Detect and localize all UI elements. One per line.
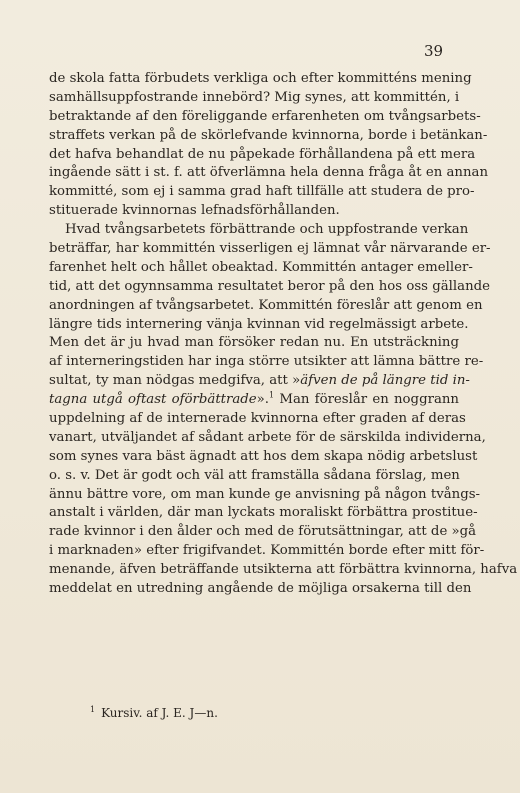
text-line: sultat, ty man nödgas medgifva, att »äfven de på längre tid in- <box>49 373 470 389</box>
text-line: ännu bättre vore, om man kunde ge anvisning på någon tvångs- <box>49 486 481 502</box>
text-line: längre tids internering vänja kvinnan vid regelmässigt arbete. <box>49 316 469 332</box>
text-line: uppdelning af de internerade kvinnorna efter graden af deras <box>49 411 466 427</box>
text-line: de skola fatta förbudets verkliga och efter kommitténs mening <box>49 71 472 86</box>
text-line: beträffar, har kommittén visserligen ej lämnat vår närvarande er- <box>49 241 491 257</box>
paragraph-start-line: Hvad tvångsarbetets förbättrande och uppfostrande verkan <box>65 222 469 238</box>
text-line: det hafva behandlat de nu påpekade förhållandena på ett mera <box>49 146 476 162</box>
text-line: o. s. v. Det är godt och väl att framställa sådana förslag, men <box>49 467 460 483</box>
page-number: 39 <box>424 42 444 60</box>
footnote-marker: 1 <box>90 705 96 714</box>
text-line: samhällsuppfostrande innebörd? Mig synes, att kommittén, i <box>49 89 460 105</box>
text-line: meddelat en utredning angående de möjliga orsakerna till den <box>49 581 472 597</box>
text-line: anordningen af tvångsarbetet. Kommittén föreslår att genom en <box>49 297 483 313</box>
italic-quote: tagna utgå oftast oförbättrade <box>49 392 257 408</box>
footnote-reference: 1 <box>269 390 275 400</box>
text-line: menande, äfven beträffande utsikterna att förbättra kvinnorna, hafva <box>49 562 518 578</box>
text-line: af interneringstiden har inga större utsikter att lämna bättre re- <box>49 354 484 370</box>
text-line: rade kvinnor i den ålder och med de förutsättningar, att de »gå <box>49 524 477 540</box>
text-line: Men det är ju hvad man försöker redan nu. En utsträckning <box>49 335 459 351</box>
footnote-text: Kursiv. af J. E. J—n. <box>101 706 218 720</box>
text-line: betraktande af den föreliggande erfarenheten om tvångsarbets- <box>49 108 481 124</box>
text-line: straffets verkan på de skörlefvande kvinnorna, borde i betänkan- <box>49 127 488 143</box>
text-line: ingående sätt i st. f. att öfverlämna hela denna fråga åt en annan <box>49 165 489 181</box>
text-line: tagna utgå oftast oförbättrade».$^1$ Man föreslår en noggrann <box>49 390 459 408</box>
text-line: tid, att det ogynnsamma resultatet beror på den hos oss gällande <box>49 278 491 294</box>
text-line: vanart, utväljandet af sådant arbete för de särskilda individerna, <box>49 429 486 445</box>
paragraph-end-line: stituerade kvinnornas lefnadsförhållanden. <box>49 203 340 219</box>
text-line: farenhet helt och hållet obeaktad. Kommittén antager emeller- <box>49 259 473 275</box>
text-line: i marknaden» efter frigifvandet. Kommittén borde efter mitt för- <box>49 543 485 559</box>
text-line: kommitté, som ej i samma grad haft tillfälle att studera de pro- <box>49 184 475 200</box>
text-line: som synes vara bäst ägnadt att hos dem skapa nödig arbetslust <box>49 448 478 464</box>
footnote <box>90 705 218 720</box>
body-text <box>49 70 518 599</box>
text-line: anstalt i världen, där man lyckats moraliskt förbättra prostitue- <box>49 505 478 521</box>
italic-quote: äfven de på längre tid in- <box>300 373 470 389</box>
